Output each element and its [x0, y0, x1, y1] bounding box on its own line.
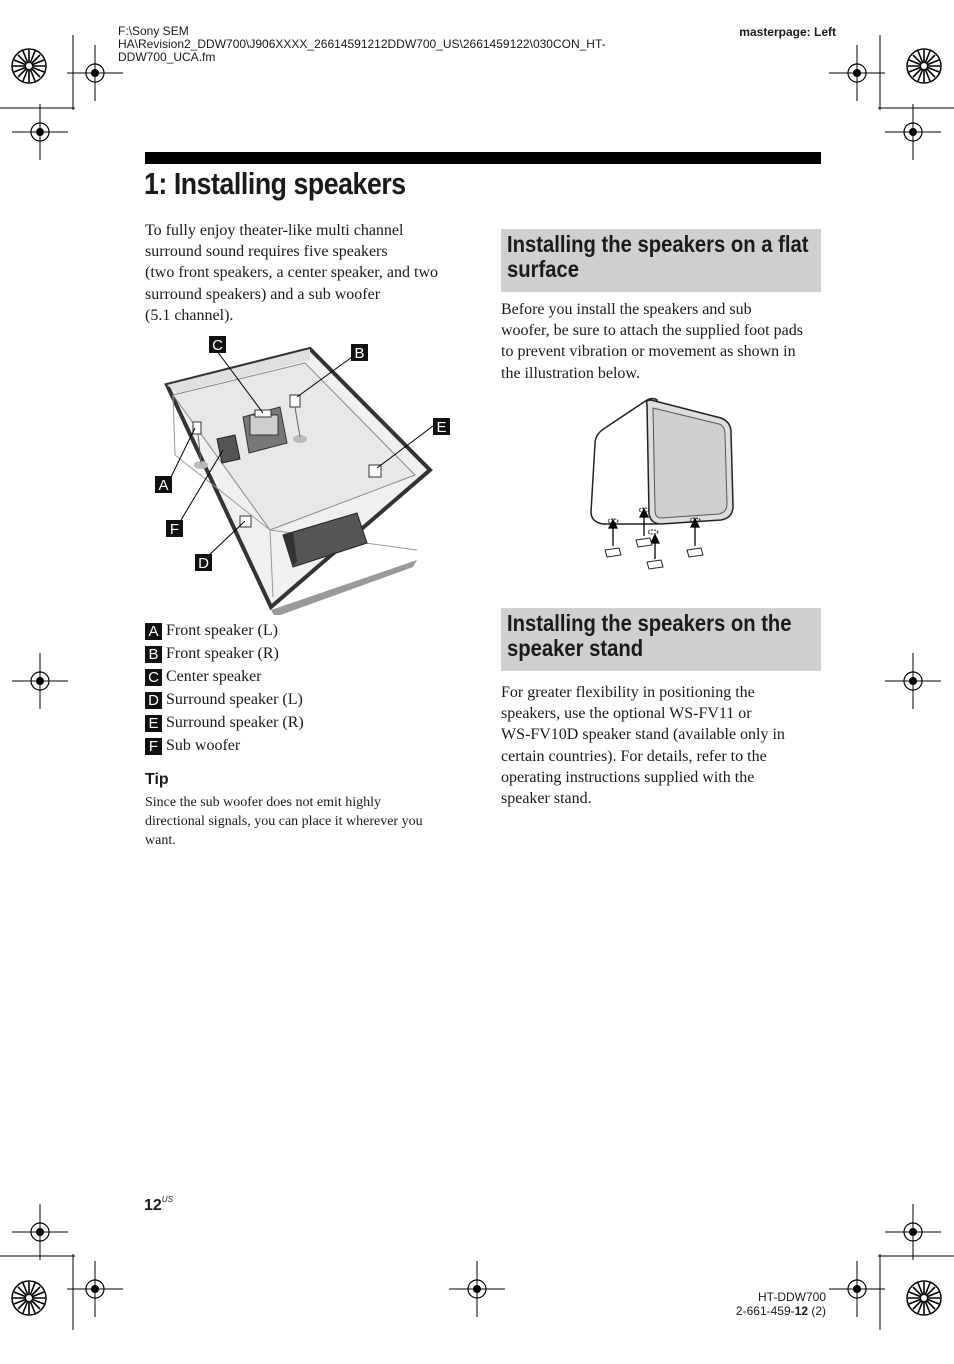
page-title: 1: Installing speakers — [144, 166, 406, 201]
page-number-suffix: US — [161, 1195, 173, 1204]
legend-text: Center speaker — [166, 668, 262, 685]
title-rule — [145, 152, 821, 164]
legend-badge: F — [145, 738, 162, 755]
text-line: the illustration below. — [501, 364, 640, 382]
file-path-line: DDW700_UCA.fm — [118, 50, 216, 64]
speaker-layout-illustration — [145, 335, 475, 615]
legend-text: Surround speaker (R) — [166, 714, 304, 731]
text-line: directional signals, you can place it wherever you — [145, 814, 423, 829]
legend-item — [145, 713, 304, 733]
text-line: WS-FV10D speaker stand (available only in — [501, 726, 785, 744]
legend-text: Surround speaker (L) — [166, 691, 303, 708]
text-line: (two front speakers, a center speaker, and two — [145, 264, 439, 282]
figure-label-e: E — [436, 419, 447, 436]
figure-label-b: B — [354, 345, 365, 362]
legend-text: Front speaker (L) — [166, 622, 278, 639]
text-line: surround sound requires five speakers — [145, 243, 388, 261]
page-number-value: 12 — [144, 1197, 162, 1214]
file-path-header — [118, 25, 606, 64]
foot-pad-illustration — [585, 394, 745, 574]
legend-badge: E — [145, 715, 162, 732]
text-line: speakers, use the optional WS-FV11 or — [501, 705, 752, 723]
tip-heading: Tip — [145, 771, 169, 788]
heading-line: Installing the speakers on a flat — [507, 231, 809, 257]
legend-badge: C — [145, 669, 162, 686]
text-line: Since the sub woofer does not emit highly — [145, 795, 382, 810]
text-line: (5.1 channel). — [145, 306, 234, 324]
legend-item — [145, 690, 303, 710]
file-path-line: F:\Sony SEM — [118, 24, 189, 38]
figure-label-d: D — [198, 555, 209, 572]
legend-item — [145, 644, 279, 664]
file-path-line: HA\Revision2_DDW700\J906XXXX_26614591212DDW700_US\2661459122\030CON_HT- — [118, 37, 606, 51]
text-line: For greater flexibility in positioning the — [501, 684, 755, 701]
legend-item — [145, 621, 278, 641]
speaker-stand-paragraph — [501, 682, 831, 809]
intro-paragraph — [145, 220, 475, 326]
text-line: want. — [145, 833, 176, 848]
legend-text: Front speaker (R) — [166, 645, 279, 662]
text-line: certain countries). For details, refer to the — [501, 747, 767, 765]
text-line: Before you install the speakers and sub — [501, 301, 752, 318]
legend-text: Sub woofer — [166, 737, 241, 754]
legend-badge: D — [145, 692, 162, 709]
section-heading-speaker-stand — [501, 608, 821, 671]
heading-line: surface — [507, 256, 580, 282]
document-code: 2-661-459-12 (2) — [735, 1304, 826, 1318]
figure-label-c: C — [212, 337, 223, 354]
heading-line: Installing the speakers on the — [507, 610, 792, 636]
figure-label-f: F — [169, 521, 180, 538]
tip-text — [145, 793, 465, 850]
text-line: operating instructions supplied with the — [501, 768, 755, 786]
model-info — [736, 1290, 826, 1318]
text-line: to prevent vibration or movement as shown in — [501, 343, 796, 361]
text-line: woofer, be sure to attach the supplied foot pads — [501, 322, 803, 340]
legend-badge: B — [145, 646, 162, 663]
section-heading-flat-surface — [501, 229, 821, 292]
model-name: HT-DDW700 — [757, 1290, 826, 1304]
legend-item — [145, 667, 262, 687]
text-line: To fully enjoy theater-like multi channel — [145, 222, 404, 239]
text-line: speaker stand. — [501, 790, 592, 808]
figure-label-a: A — [158, 477, 169, 494]
legend-item — [145, 736, 240, 756]
text-line: surround speakers) and a sub woofer — [145, 285, 381, 303]
flat-surface-paragraph — [501, 299, 831, 384]
page-number — [144, 1195, 173, 1215]
heading-line: speaker stand — [507, 635, 644, 661]
legend-badge: A — [145, 623, 162, 640]
masterpage-label: masterpage: Left — [739, 25, 836, 39]
